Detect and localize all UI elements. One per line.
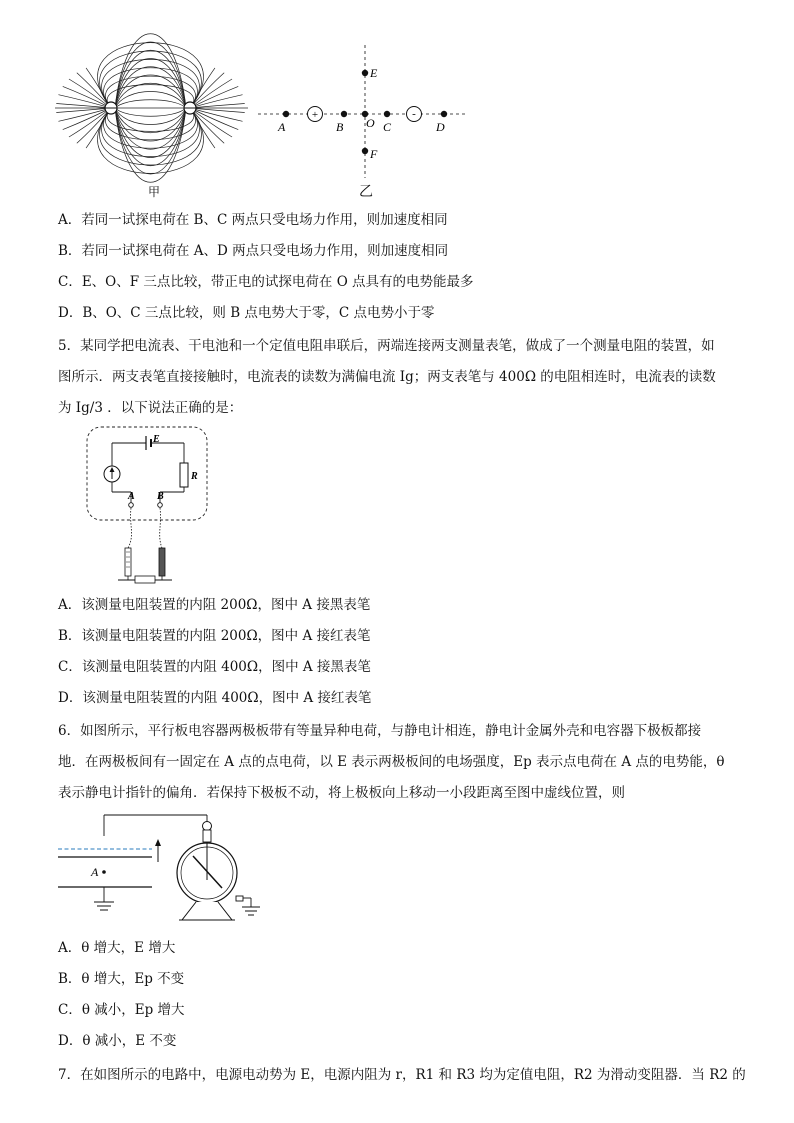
label-e: E bbox=[370, 66, 378, 80]
label-b: B bbox=[336, 120, 344, 134]
q7-stem-line-1: 7．在如图所示的电路中，电源电动势为 E，电源内阻为 r，R1 和 R3 均为定值电阻，R2 为滑动变阻器．当 R2 的 bbox=[58, 1067, 746, 1083]
q4-option-a: A．若同一试探电荷在 B、C 两点只受电场力作用，则加速度相同 bbox=[58, 212, 448, 228]
q5-option-b: B．该测量电阻装置的内阻 200Ω，图中 A 接红表笔 bbox=[58, 628, 371, 644]
figure-yi-label: 乙 bbox=[359, 184, 373, 200]
q4-option-c: C．E、O、F 三点比较，带正电的试探电荷在 O 点具有的电势能最多 bbox=[58, 274, 474, 290]
q6-stem-line-2: 地．在两极板间有一固定在 A 点的点电荷，以 E 表示两极板间的电场强度，Ep 表示点电荷在 A 点的电势能，θ bbox=[58, 754, 725, 770]
positive-sign: + bbox=[311, 109, 319, 121]
resistor-label: R bbox=[191, 471, 198, 482]
up-arrow-icon bbox=[155, 839, 161, 846]
q4-option-d: D．B、O、C 三点比较，则 B 点电势大于零，C 点电势小于零 bbox=[58, 305, 435, 321]
point-a-charge bbox=[102, 870, 106, 874]
q5-option-c: C．该测量电阻装置的内阻 400Ω，图中 A 接黑表笔 bbox=[58, 659, 371, 675]
q5-option-a: A．该测量电阻装置的内阻 200Ω，图中 A 接黑表笔 bbox=[58, 597, 371, 613]
q5-stem-line-2: 图所示．两支表笔直接接触时，电流表的读数为满偏电流 Ig；两支表笔与 400Ω 的电阻相连时，电流表的读数 bbox=[58, 369, 716, 385]
label-o: O bbox=[366, 116, 375, 130]
label-f: F bbox=[370, 147, 378, 161]
negative-sign: - bbox=[412, 108, 416, 120]
q4-option-b: B．若同一试探电荷在 A、D 两点只受电场力作用，则加速度相同 bbox=[58, 243, 449, 259]
q6-option-c: C．θ 减小，Ep 增大 bbox=[58, 1002, 185, 1018]
electroscope-knob bbox=[203, 822, 212, 831]
label-c: C bbox=[383, 120, 392, 134]
figure-jia-label: 甲 bbox=[148, 185, 161, 199]
q6-option-a: A．θ 增大，E 增大 bbox=[58, 940, 176, 956]
battery-label: E bbox=[153, 434, 160, 445]
label-d: D bbox=[436, 120, 445, 134]
q6-option-d: D．θ 减小，E 不变 bbox=[58, 1033, 177, 1049]
q5-stem-line-3: 为 Ig/3 ．以下说法正确的是： bbox=[58, 400, 243, 416]
point-a-label: A bbox=[91, 865, 99, 879]
q5-option-d: D．该测量电阻装置的内阻 400Ω，图中 A 接红表笔 bbox=[58, 690, 372, 706]
terminal-b-label: B bbox=[157, 491, 164, 502]
q5-stem-line-1: 5．某同学把电流表、干电池和一个定值电阻串联后，两端连接两支测量表笔，做成了一个测量电阻的装置，如 bbox=[58, 338, 715, 354]
terminal-a-label: A bbox=[128, 491, 135, 502]
label-a: A bbox=[278, 120, 286, 134]
q6-stem-line-1: 6．如图所示，平行板电容器两极板带有等量异种电荷，与静电计相连，静电计金属外壳和电容器下极板都接 bbox=[58, 723, 702, 739]
q6-option-b: B．θ 增大，Ep 不变 bbox=[58, 971, 185, 987]
q6-stem-line-3: 表示静电计指针的偏角．若保持下极板不动，将上极板向上移动一小段距离至图中虚线位置，则 bbox=[58, 785, 625, 801]
